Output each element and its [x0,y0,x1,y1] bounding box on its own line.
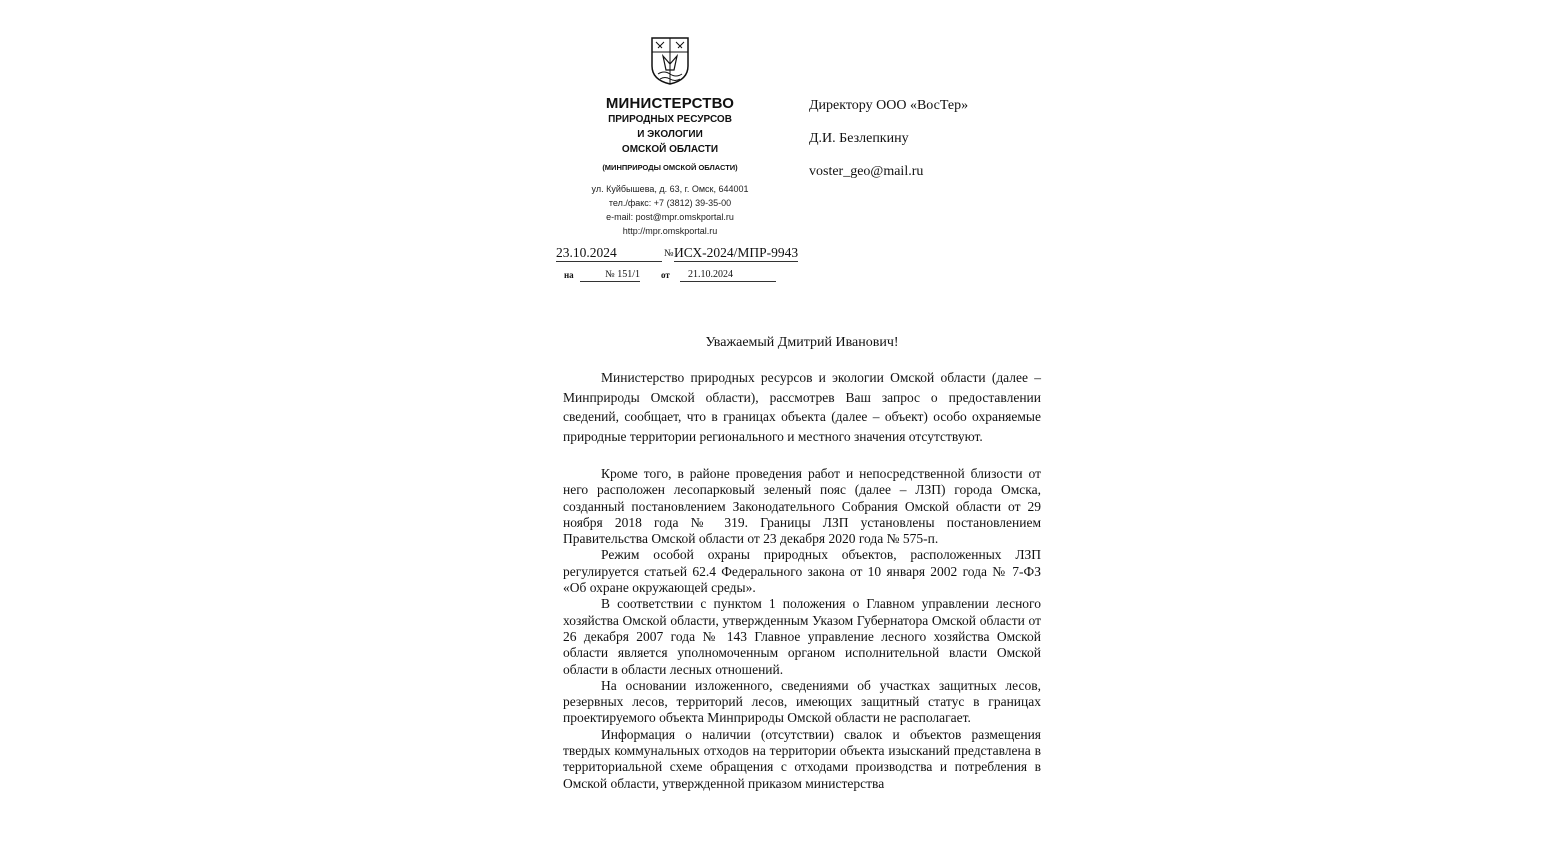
reference-number: № 151/1 [580,268,640,282]
paragraph: Информация о наличии (отсутствии) свалок и объектов размещения твердых коммунальных отходов на территории объекта изысканий представлена в территориальной схеме обращения с отходами производства и потребления в Омской области, утвержденной приказом министерства [563,726,1041,791]
paragraph: Министерство природных ресурсов и экологии Омской области (далее – Минприроды Омской области), рассмотрев Ваш запрос о предоставлении сведений, сообщает, что в границах объекта (далее – объект) особо охраняемые природные территории регионального и местного значения отсутствуют. [563,370,1041,444]
recipient-email: voster_geo@mail.ru [809,164,924,179]
paragraph: На основании изложенного, сведениями об участках защитных лесов, резервных лесов, территорий лесов, имеющих защитный статус в границах проектируемого объекта Минприроды Омской области не располагает. [563,677,1041,726]
ministry-name-line2: ПРИРОДНЫХ РЕСУРСОВ [608,114,732,125]
letter-body [563,466,1041,792]
registration-number-label: № [664,248,674,259]
reference-from-label: от [661,270,670,280]
paragraph: Режим особой охраны природных объектов, расположенных ЛЗП регулируется статьей 62.4 Федерального закона от 10 января 2002 года № 7-ФЗ «Об охране окружающей среды». [563,547,1041,596]
letter-body-intro [563,368,1041,446]
coat-of-arms-icon [650,36,690,86]
ministry-address: ул. Куйбышева, д. 63, г. Омск, 644001 [591,184,749,194]
reference-date: 21.10.2024 [680,268,776,282]
registration-date: 23.10.2024 [556,245,662,262]
ministry-email: e-mail: post@mpr.omskportal.ru [606,212,734,222]
ministry-name-line4: ОМСКОЙ ОБЛАСТИ [621,144,719,155]
ministry-name: МИНИСТЕРСТВО [605,95,735,112]
recipient-name: Д.И. Безлепкину [809,131,909,146]
ministry-name-line3: И ЭКОЛОГИИ [637,129,703,140]
recipient-position: Директору ООО «ВосТер» [809,98,969,113]
ministry-phone: тел./факс: +7 (3812) 39-35-00 [608,198,732,208]
ministry-short-name: (МИНПРИРОДЫ ОМСКОЙ ОБЛАСТИ) [602,163,738,172]
registration-number: ИСХ-2024/МПР-9943 [674,245,799,260]
ministry-website: http://mpr.omskportal.ru [622,226,718,236]
paragraph: В соответствии с пунктом 1 положения о Главном управлении лесного хозяйства Омской области, утвержденным Указом Губернатора Омской области от 26 декабря 2007 года № 143 Главное управление лесного хозяйства Омской области является уполномоченным органом исполнительной власти Омской области в области лесных отношений. [563,596,1041,677]
paragraph: Кроме того, в районе проведения работ и непосредственной близости от него расположен лесопарковый зеленый пояс (далее – ЛЗП) города Омска, созданный постановлением Законодательного Собрания Омской области от 29 ноября 2018 года № 319. Границы ЛЗП установлены постановлением Правительства Омской области от 23 декабря 2020 года № 575-п. [563,466,1041,547]
salutation: Уважаемый Дмитрий Иванович! [705,335,899,350]
reference-on-label: на [564,270,574,280]
